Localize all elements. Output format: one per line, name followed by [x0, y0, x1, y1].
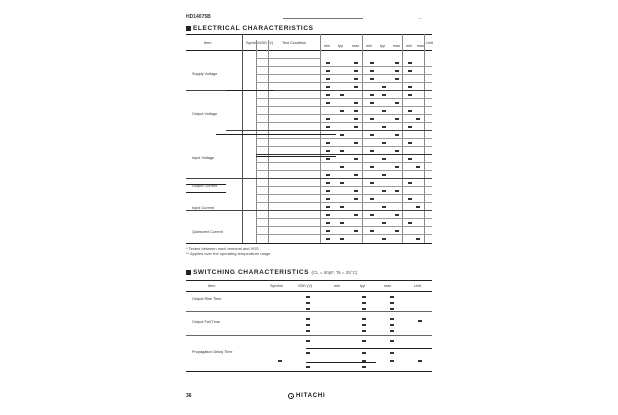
table-value-mark — [370, 166, 374, 168]
col-rule — [242, 34, 243, 243]
table-value-mark — [340, 238, 344, 240]
col-header-min-3: min — [406, 44, 413, 48]
table-value-mark — [382, 174, 386, 176]
table-value-mark — [408, 110, 412, 112]
col-header-max-1: max — [352, 44, 360, 48]
row-rule — [226, 130, 432, 131]
col-header-vdd: VDD (V) — [298, 284, 313, 288]
bracket-rule — [226, 90, 274, 91]
table-value-mark — [416, 238, 420, 240]
table-value-mark — [326, 70, 330, 72]
table-value-mark — [326, 238, 330, 240]
table-value-mark — [340, 206, 344, 208]
table-value-mark — [370, 94, 374, 96]
brand-name: HITACHI — [296, 393, 326, 399]
table-value-mark — [395, 102, 399, 104]
table-value-mark — [362, 308, 366, 310]
section-bullet-icon — [186, 270, 191, 275]
table-value-mark — [370, 118, 374, 120]
table-value-mark — [408, 198, 412, 200]
table-value-mark — [362, 352, 366, 354]
table-value-mark — [370, 198, 374, 200]
table-value-mark — [278, 360, 282, 362]
table-value-mark — [354, 110, 358, 112]
table-value-mark — [362, 340, 366, 342]
table-value-mark — [326, 206, 330, 208]
table-value-mark — [382, 126, 386, 128]
table-value-mark — [362, 330, 366, 332]
item-label: Supply Voltage — [192, 72, 218, 76]
row-rule — [256, 98, 432, 99]
col-header-min-1: min — [324, 44, 331, 48]
col-header-unit: Unit — [414, 284, 421, 288]
table-value-mark — [390, 330, 394, 332]
row-rule — [186, 178, 432, 179]
electrical-section-title — [186, 25, 314, 32]
item-label: Output Voltage — [192, 112, 218, 116]
bracket-rule — [186, 192, 226, 193]
col-header-condition: Test Condition — [282, 41, 307, 45]
table-value-mark — [390, 324, 394, 326]
table-value-mark — [395, 118, 399, 120]
page-number: 36 — [186, 393, 192, 399]
table-value-mark — [340, 222, 344, 224]
table-value-mark — [390, 360, 394, 362]
bracket-rule — [256, 156, 336, 157]
col-rule — [268, 40, 269, 243]
col-header-item: Item — [204, 41, 212, 45]
table-value-mark — [354, 214, 358, 216]
table-value-mark — [370, 70, 374, 72]
table-value-mark — [408, 142, 412, 144]
table-value-mark — [390, 296, 394, 298]
row-rule — [256, 170, 432, 171]
table-value-mark — [390, 302, 394, 304]
col-header-symbol: Symbol — [270, 284, 283, 288]
table-value-mark — [326, 126, 330, 128]
electrical-table — [186, 34, 432, 244]
col-header-symbol: Symbol — [246, 41, 259, 45]
row-rule — [186, 311, 432, 312]
table-value-mark — [354, 158, 358, 160]
table-value-mark — [390, 352, 394, 354]
table-value-mark — [306, 340, 310, 342]
table-value-mark — [326, 118, 330, 120]
switching-title-text: SWITCHING CHARACTERISTICS — [193, 269, 310, 276]
table-value-mark — [326, 174, 330, 176]
col-rule — [256, 40, 257, 243]
table-value-mark — [354, 190, 358, 192]
table-value-mark — [382, 222, 386, 224]
row-rule — [186, 210, 432, 211]
footnote: * Tested between each terminal and VSS — [186, 246, 259, 251]
table-value-mark — [418, 320, 422, 322]
col-header-vdd: VDD (V) — [259, 41, 274, 45]
table-value-mark — [340, 150, 344, 152]
table-value-mark — [306, 324, 310, 326]
table-value-mark — [354, 174, 358, 176]
table-value-mark — [326, 78, 330, 80]
row-rule — [256, 162, 432, 163]
row-rule — [186, 335, 432, 336]
row-rule — [256, 234, 432, 235]
table-top-rule — [186, 34, 432, 35]
table-value-mark — [362, 318, 366, 320]
table-value-mark — [370, 102, 374, 104]
table-value-mark — [326, 190, 330, 192]
table-value-mark — [382, 110, 386, 112]
table-value-mark — [382, 142, 386, 144]
table-value-mark — [354, 62, 358, 64]
bracket-rule — [186, 184, 226, 185]
table-value-mark — [326, 182, 330, 184]
header-rule — [283, 18, 363, 19]
electrical-title-text: ELECTRICAL CHARACTERISTICS — [193, 25, 314, 32]
table-value-mark — [362, 296, 366, 298]
table-header-rule — [186, 50, 432, 51]
table-value-mark — [326, 102, 330, 104]
table-value-mark — [408, 158, 412, 160]
table-value-mark — [362, 366, 366, 368]
footnote: ** Applies over the operating temperature range — [186, 251, 271, 256]
table-bottom-rule — [186, 243, 432, 244]
table-value-mark — [340, 110, 344, 112]
item-label: Quiescent Current — [192, 230, 223, 234]
table-value-mark — [408, 182, 412, 184]
switching-condition: (CL = 50pF, Ta = 25°C) — [311, 270, 358, 275]
row-rule — [256, 146, 432, 147]
table-value-mark — [354, 126, 358, 128]
table-value-mark — [354, 198, 358, 200]
table-value-mark — [354, 230, 358, 232]
table-value-mark — [408, 126, 412, 128]
row-rule — [256, 66, 432, 67]
table-value-mark — [370, 62, 374, 64]
brand-logo — [288, 393, 326, 399]
row-rule — [256, 202, 432, 203]
table-value-mark — [408, 70, 412, 72]
switching-section-title — [186, 269, 357, 276]
switching-table — [186, 280, 432, 372]
table-value-mark — [370, 182, 374, 184]
table-value-mark — [354, 102, 358, 104]
col-header-max-3: max — [417, 44, 425, 48]
row-rule — [256, 154, 432, 155]
table-value-mark — [416, 166, 420, 168]
table-value-mark — [362, 360, 366, 362]
col-header-typ-2: typ — [380, 44, 386, 48]
table-value-mark — [382, 190, 386, 192]
table-value-mark — [408, 86, 412, 88]
col-header-typ-1: typ — [338, 44, 344, 48]
table-value-mark — [354, 142, 358, 144]
col-header-min-2: min — [366, 44, 373, 48]
table-value-mark — [354, 86, 358, 88]
table-value-mark — [326, 230, 330, 232]
table-value-mark — [370, 150, 374, 152]
table-value-mark — [362, 302, 366, 304]
table-top-rule — [186, 280, 432, 281]
table-value-mark — [382, 94, 386, 96]
row-rule — [256, 138, 432, 139]
table-value-mark — [326, 158, 330, 160]
item-label: Input Current — [192, 206, 215, 210]
col-header-unit: Unit — [426, 41, 433, 45]
table-value-mark — [395, 134, 399, 136]
hitachi-logo-icon — [288, 393, 294, 399]
row-rule — [256, 194, 432, 195]
table-value-mark — [395, 214, 399, 216]
table-value-mark — [390, 318, 394, 320]
table-value-mark — [382, 86, 386, 88]
row-rule — [186, 90, 432, 91]
table-value-mark — [340, 134, 344, 136]
col-header-max-2: max — [393, 44, 401, 48]
table-value-mark — [326, 150, 330, 152]
table-value-mark — [408, 222, 412, 224]
row-rule — [256, 218, 432, 219]
table-value-mark — [370, 134, 374, 136]
table-value-mark — [326, 222, 330, 224]
table-value-mark — [306, 366, 310, 368]
table-value-mark — [340, 94, 344, 96]
bracket-rule — [216, 134, 336, 135]
table-value-mark — [382, 206, 386, 208]
table-value-mark — [382, 158, 386, 160]
table-value-mark — [326, 198, 330, 200]
col-header-item: Item — [208, 284, 216, 288]
table-value-mark — [408, 62, 412, 64]
item-label: Output Current — [192, 184, 218, 188]
table-value-mark — [306, 308, 310, 310]
table-value-mark — [340, 166, 344, 168]
row-rule — [256, 114, 432, 115]
item-label: Output Fall Time — [192, 320, 220, 324]
bracket-rule — [306, 362, 376, 363]
table-value-mark — [418, 360, 422, 362]
table-value-mark — [370, 230, 374, 232]
table-value-mark — [326, 94, 330, 96]
table-value-mark — [354, 78, 358, 80]
table-value-mark — [340, 182, 344, 184]
table-value-mark — [306, 302, 310, 304]
table-value-mark — [362, 324, 366, 326]
table-value-mark — [395, 230, 399, 232]
bracket-rule — [306, 348, 432, 349]
row-rule — [256, 186, 432, 187]
section-bullet-icon — [186, 26, 191, 31]
col-header-min: min — [334, 284, 341, 288]
table-value-mark — [390, 308, 394, 310]
row-rule — [256, 106, 432, 107]
table-value-mark — [408, 94, 412, 96]
table-bottom-rule — [186, 371, 432, 372]
table-value-mark — [395, 150, 399, 152]
table-value-mark — [306, 330, 310, 332]
table-value-mark — [395, 70, 399, 72]
table-value-mark — [395, 166, 399, 168]
header-right-mark: — — [418, 15, 422, 20]
table-value-mark — [326, 142, 330, 144]
col-header-max: max — [384, 284, 392, 288]
item-label: Input Voltage — [192, 156, 215, 160]
col-header-typ: typ — [360, 284, 366, 288]
table-value-mark — [326, 62, 330, 64]
table-value-mark — [326, 86, 330, 88]
row-rule — [256, 82, 432, 83]
table-value-mark — [395, 78, 399, 80]
row-rule — [256, 74, 432, 75]
table-value-mark — [416, 206, 420, 208]
part-number: HD14075B — [186, 14, 211, 20]
row-rule — [256, 58, 320, 59]
row-rule — [256, 122, 432, 123]
item-label: Output Rise Time — [192, 297, 222, 301]
table-value-mark — [382, 238, 386, 240]
table-value-mark — [326, 214, 330, 216]
table-value-mark — [370, 78, 374, 80]
table-value-mark — [306, 352, 310, 354]
table-value-mark — [370, 214, 374, 216]
table-value-mark — [395, 62, 399, 64]
table-value-mark — [416, 118, 420, 120]
item-label: Propagation Delay Time — [192, 350, 233, 354]
table-value-mark — [354, 118, 358, 120]
table-value-mark — [395, 190, 399, 192]
table-value-mark — [390, 340, 394, 342]
table-value-mark — [306, 318, 310, 320]
table-value-mark — [306, 296, 310, 298]
table-value-mark — [354, 70, 358, 72]
table-header-rule — [186, 291, 432, 292]
row-rule — [256, 226, 432, 227]
